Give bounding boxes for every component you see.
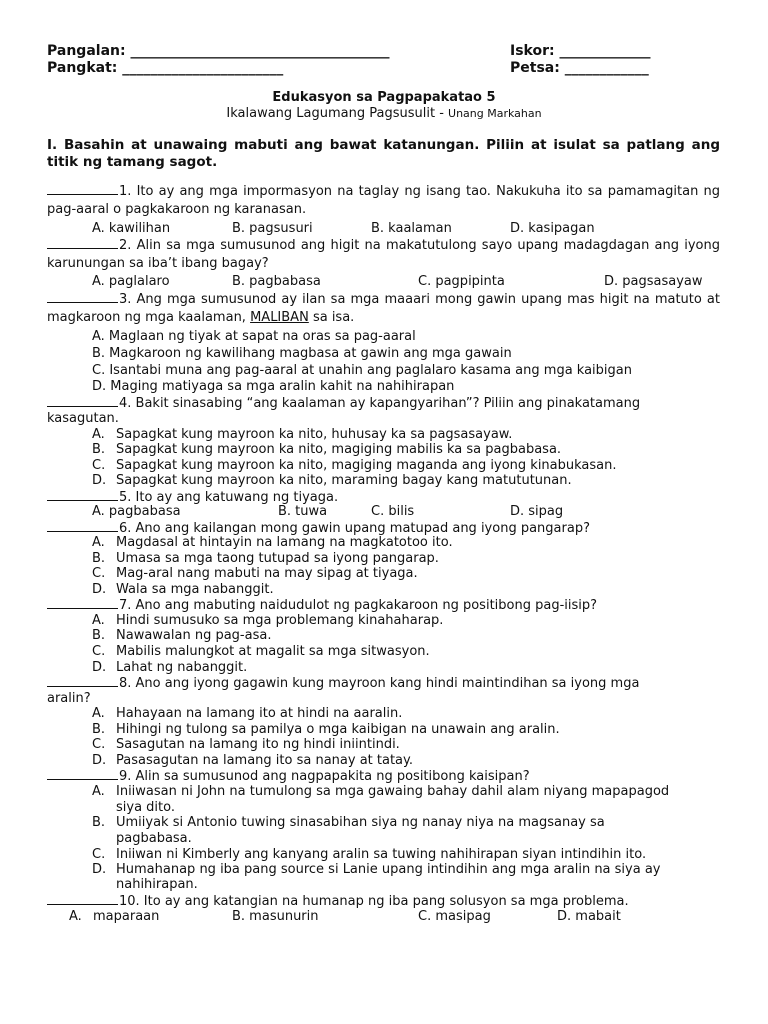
q9-option-a-cont: siya dito.: [116, 800, 175, 815]
question-2: [47, 237, 720, 273]
q9-option-d: D. Humahanap ng iba pang source si Lanie upang intindihin ang mga aralin na siya ay: [92, 862, 661, 877]
q8-option-d: D. Pasasagutan na lamang ito sa nanay at tatay.: [92, 753, 413, 768]
question-1: [47, 183, 720, 219]
score-label: Iskor:: [510, 43, 555, 59]
answer-blank-3[interactable]: [47, 291, 118, 303]
question-8-text: 8. Ano ang iyong gagawin kung mayroon kang hindi maintindihan sa iyong mga: [119, 676, 640, 691]
page-title: Edukasyon sa Pagpapakatao 5: [272, 90, 496, 105]
q1-option-c: B. kaalaman: [371, 221, 452, 236]
q10-option-c: C. masipag: [418, 909, 491, 924]
answer-blank-4[interactable]: [47, 395, 118, 407]
q9-option-a: A. Iniiwasan ni John na tumulong sa mga gawaing bahay dahil alam niyang mapapagod: [92, 784, 670, 799]
date-line: ____________: [564, 60, 649, 76]
section-line: _______________________: [122, 60, 284, 76]
question-3-text-end: sa isa.: [312, 310, 355, 325]
q5-option-a: A. pagbabasa: [92, 504, 181, 519]
q8-option-a: A. Hahayaan na lamang ito at hindi na aaralin.: [92, 706, 403, 721]
q4-option-a: A. Sapagkat kung mayroon ka nito, huhusay ka sa pagsasayaw.: [92, 427, 513, 442]
question-1-text-cont: pamamagitan ng pag-aaral o pagkakaroon ng karanasan.: [47, 184, 720, 217]
answer-blank-9[interactable]: [47, 768, 118, 780]
q1-option-b: B. pagsusuri: [232, 221, 313, 236]
question-3-text: 3. Ang mga sumusunod ay ilan sa mga maaari mong gawin upang mas higit na: [119, 292, 650, 307]
q7-option-c: C. Mabilis malungkot at magalit sa mga sitwasyon.: [92, 644, 430, 659]
q9-option-c: C. Iniiwan ni Kimberly ang kanyang aralin sa tuwing nahihirapan siyan intindihin ito.: [92, 847, 647, 862]
question-5: [47, 489, 720, 505]
name-field: [47, 43, 389, 59]
q9-option-b-cont: pagbabasa.: [116, 831, 192, 846]
page-subtitle: [0, 106, 768, 122]
question-9: [47, 768, 720, 784]
answer-blank-2[interactable]: [47, 237, 118, 249]
section-label: Pangkat:: [47, 60, 118, 76]
answer-blank-7[interactable]: [47, 597, 118, 609]
q4-option-b: B. Sapagkat kung mayroon ka nito, magiging mabilis ka sa pagbabasa.: [92, 442, 562, 457]
question-6-text: 6. Ano ang kailangan mong gawin upang matupad ang iyong pangarap?: [119, 521, 590, 536]
name-line: _____________________________________: [130, 43, 390, 59]
question-2-text-cont: iyong karunungan sa iba’t ibang bagay?: [47, 238, 720, 271]
score-field: [510, 43, 650, 59]
q5-option-b: B. tuwa: [278, 504, 328, 519]
q5-option-d: D. sipag: [510, 504, 564, 519]
question-10-text: 10. Ito ay ang katangian na humanap ng iba pang solusyon sa mga problema.: [119, 894, 629, 909]
question-7: [47, 597, 720, 613]
q7-option-d: D. Lahat ng nabanggit.: [92, 660, 248, 675]
q9-option-d-cont: nahihirapan.: [116, 877, 198, 892]
q2-option-d: D. pagsasayaw: [604, 274, 703, 289]
question-8: [47, 675, 720, 706]
q3-option-a: A. Maglaan ng tiyak at sapat na oras sa pag-aaral: [92, 329, 416, 344]
score-line: _____________: [559, 43, 651, 59]
question-8-text-cont: aralin?: [47, 691, 91, 706]
answer-blank-5[interactable]: [47, 489, 118, 501]
q2-option-a: A. paglalaro: [92, 274, 170, 289]
q4-option-d: D. Sapagkat kung mayroon ka nito, maraming bagay kang matututunan.: [92, 473, 572, 488]
question-4-text-cont: kasagutan.: [47, 411, 119, 426]
section-field: [47, 60, 283, 76]
q8-option-b: B. Hihingi ng tulong sa pamilya o mga kaibigan na unawain ang aralin.: [92, 722, 560, 737]
q6-option-a: A. Magdasal at hintayin na lamang na magkatotoo ito.: [92, 535, 453, 550]
q2-option-c: C. pagpipinta: [418, 274, 505, 289]
q2-option-b: B. pagbabasa: [232, 274, 321, 289]
q3-option-d: D. Maging matiyaga sa mga aralin kahit na nahihirapan: [92, 379, 455, 394]
question-7-text: 7. Ano ang mabuting naidudulot ng pagkakaroon ng positibong pag-iisip?: [119, 598, 598, 613]
answer-blank-8[interactable]: [47, 675, 118, 687]
q10-option-a: A. maparaan: [69, 909, 160, 924]
subtitle-small: Unang Markahan: [448, 107, 542, 120]
subtitle-main: Ikalawang Lagumang Pagsusulit -: [226, 106, 444, 121]
q6-option-d: D. Wala sa mga nabanggit.: [92, 582, 274, 597]
answer-blank-1[interactable]: [47, 183, 118, 195]
q10-option-d: D. mabait: [557, 909, 621, 924]
q4-option-c: C. Sapagkat kung mayroon ka nito, magiging maganda ang iyong kinabukasan.: [92, 458, 617, 473]
date-field: [510, 60, 649, 76]
question-10: [47, 893, 720, 909]
emphasis-except: MALIBAN: [250, 310, 309, 325]
question-4: [47, 395, 720, 426]
date-label: Petsa:: [510, 60, 560, 76]
question-3-text-cont: matuto at magkaroon ng mga kaalaman,: [47, 292, 720, 325]
q3-option-b: B. Magkaroon ng kawilihang magbasa at gawin ang mga gawain: [92, 346, 512, 361]
q10-option-b: B. masunurin: [232, 909, 319, 924]
question-4-text: 4. Bakit sinasabing “ang kaalaman ay kapangyarihan”? Piliin ang pinakatamang: [119, 396, 641, 411]
q9-option-b: B. Umiiyak si Antonio tuwing sinasabihan siya ng nanay niya na magsanay sa: [92, 815, 605, 830]
question-9-text: 9. Alin sa sumusunod ang nagpapakita ng positibong kaisipan?: [119, 769, 530, 784]
instructions: I. Basahin at unawaing mabuti ang bawat katanungan. Piliin at isulat sa patlang ang titik ng tamang sagot.: [47, 137, 720, 170]
question-5-text: 5. Ito ay ang katuwang ng tiyaga.: [119, 490, 339, 505]
question-6: [47, 520, 720, 536]
q1-option-d: D. kasipagan: [510, 221, 595, 236]
question-1-text: 1. Ito ay ang mga impormasyon na taglay ng isang tao. Nakukuha ito sa: [119, 184, 603, 199]
q6-option-b: B. Umasa sa mga taong tutupad sa iyong pangarap.: [92, 551, 439, 566]
answer-blank-10[interactable]: [47, 893, 118, 905]
q3-option-c: C. Isantabi muna ang pag-aaral at unahin ang paglalaro kasama ang mga kaibigan: [92, 363, 632, 378]
question-3: [47, 291, 720, 327]
question-2-text: 2. Alin sa mga sumusunod ang higit na makatutulong sayo upang madagdagan ang: [119, 238, 680, 253]
q5-option-c: C. bilis: [371, 504, 415, 519]
q7-option-b: B. Nawawalan ng pag-asa.: [92, 628, 272, 643]
name-label: Pangalan:: [47, 43, 126, 59]
answer-blank-6[interactable]: [47, 520, 118, 532]
q6-option-c: C. Mag-aral nang mabuti na may sipag at tiyaga.: [92, 566, 418, 581]
q1-option-a: A. kawilihan: [92, 221, 171, 236]
q7-option-a: A. Hindi sumusuko sa mga problemang kinahaharap.: [92, 613, 444, 628]
q8-option-c: C. Sasagutan na lamang ito ng hindi iniintindi.: [92, 737, 400, 752]
